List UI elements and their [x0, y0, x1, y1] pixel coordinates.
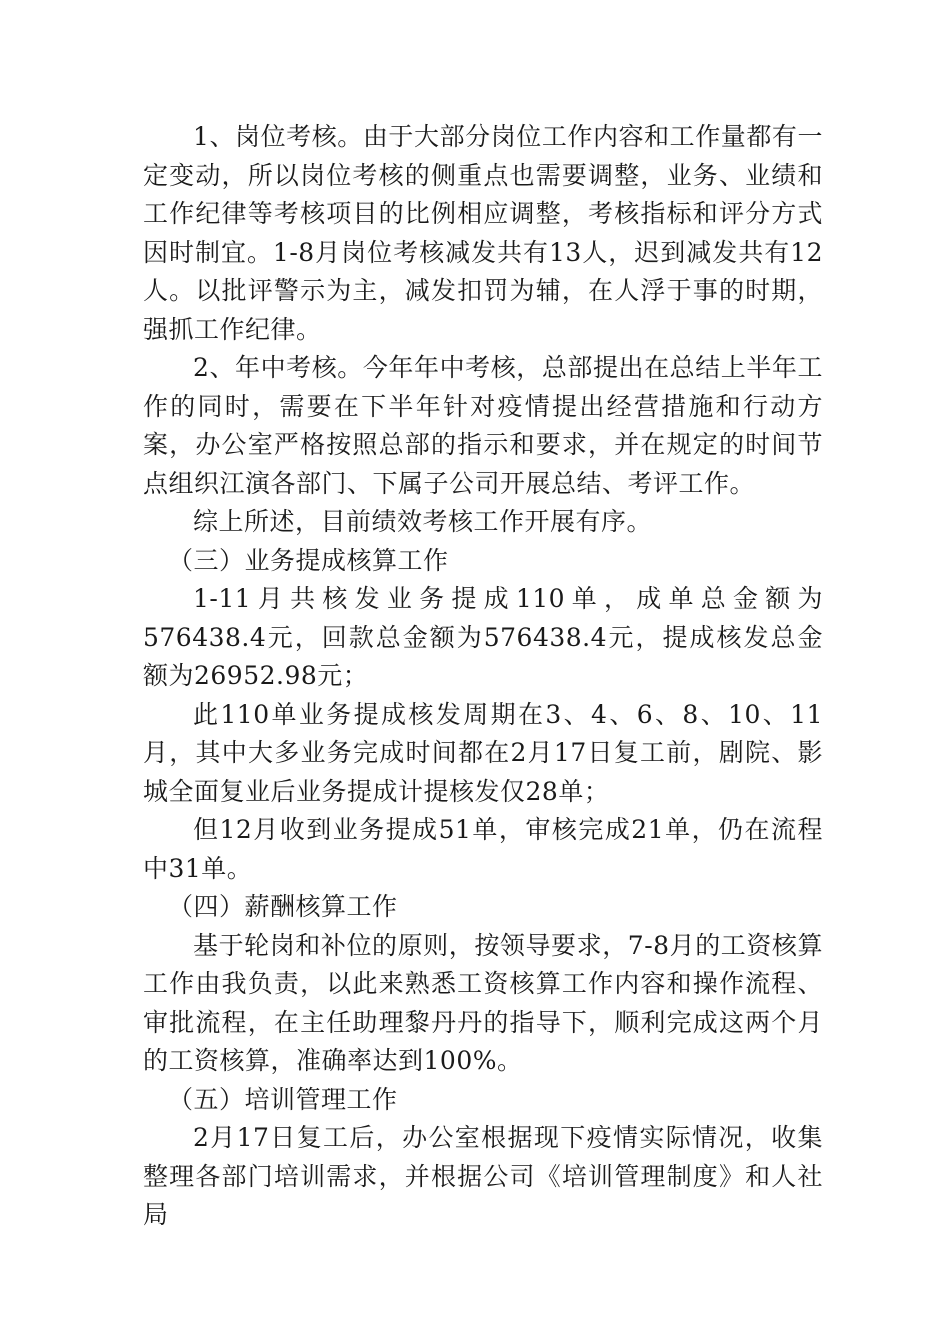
paragraph-training: 2月17日复工后，办公室根据现下疫情实际情况，收集整理各部门培训需求，并根据公司《培训管理制度》和人社局	[143, 1123, 823, 1229]
paragraph-midyear-assessment: 2、年中考核。今年年中考核，总部提出在总结上半年工作的同时，需要在下半年针对疫情提出经营措施和行动方案，办公室严格按照总部的指示和要求，并在规定的时间节点组织江演各部门、下属子公司开展总结、考评工作。	[143, 353, 823, 498]
paragraph-december-commission: 但12月收到业务提成51单，审核完成21单，仍在流程中31单。	[143, 815, 823, 883]
paragraph-commission-cycle: 此110单业务提成核发周期在3、4、6、8、10、11月，其中大多业务完成时间都在2月17日复工前，剧院、影城全面复业后业务提成计提核发仅28单；	[143, 699, 823, 806]
section-heading-payroll: （四）薪酬核算工作	[168, 892, 398, 921]
paragraph-payroll: 基于轮岗和补位的原则，按领导要求，7-8月的工资核算工作由我负责，以此来熟悉工资核算工作内容和操作流程、审批流程，在主任助理黎丹丹的指导下，顺利完成这两个月的工资核算，准确率达到100%。	[143, 930, 823, 1075]
section-heading-commission: （三）业务提成核算工作	[168, 545, 449, 575]
paragraph-commission-totals: 1-11月共核发业务提成110单，成单总金额为576438.4元，回款总金额为576438.4元，提成核发总金额为26952.98元；	[143, 584, 823, 690]
paragraph-summary: 综上所述，目前绩效考核工作开展有序。	[193, 507, 653, 536]
document-body	[143, 118, 823, 1235]
paragraph-post-assessment: 1、岗位考核。由于大部分岗位工作内容和工作量都有一定变动，所以岗位考核的侧重点也需要调整，业务、业绩和工作纪律等考核项目的比例相应调整，考核指标和评分方式因时制宜。1-8月岗位考核减发共有13人，迟到减发共有12人。以批评警示为主，减发扣罚为辅，在人浮于事的时期，强抓工作纪律。	[143, 122, 823, 344]
section-heading-training: （五）培训管理工作	[168, 1084, 398, 1114]
